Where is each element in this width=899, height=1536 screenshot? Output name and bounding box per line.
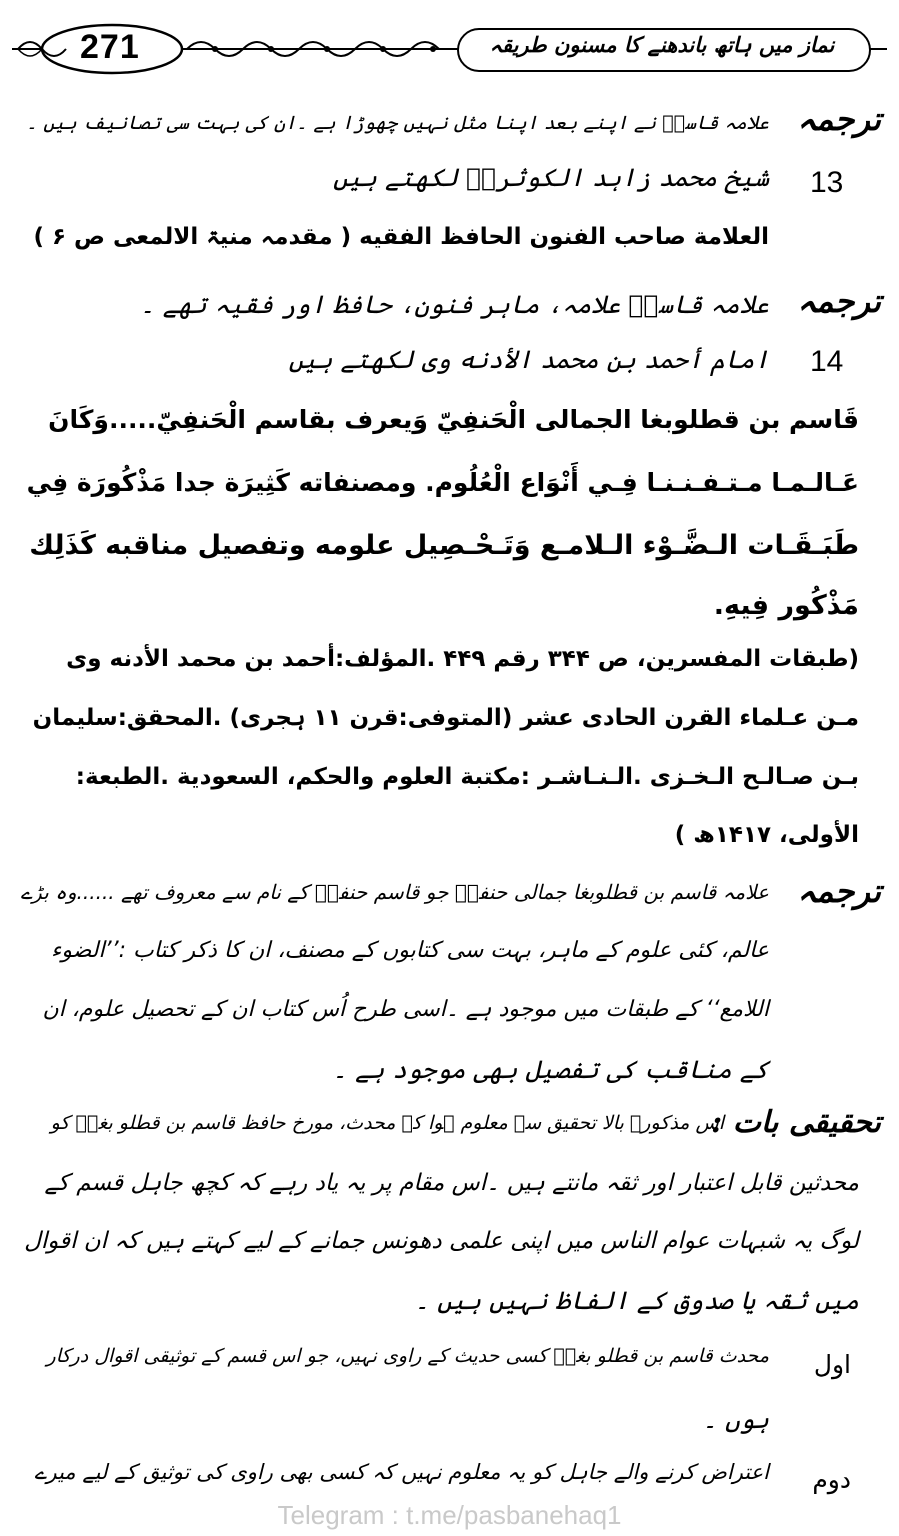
header-title: نماز میں ہاتھ باندھنے کا مسنون طریقہ: [489, 32, 835, 57]
reference-line: بـن صـالـح الـخـزی .الـنـاشـر :مكتبة العلوم والحكم، السعودية .الطبعة:: [75, 764, 859, 790]
label-tarjuma: ترجمہ: [797, 100, 881, 138]
reference-line: مـن عـلماء القرن الحادی عشر (المتوفی:قرن ۱۱ ہجری) .المحقق:سليمان: [32, 705, 859, 731]
tahqiq-line: میں ثقہ یا صدوق کے الفاظ نہیں ہیں ۔: [414, 1286, 859, 1315]
arabic-line: طَبَـقَـات الـضَّـوْء الـلامـع وَتَـحْـصِيل علومه وتفصيل مناقبه كَذَلِك: [29, 530, 859, 561]
awwal-line: محدث قاسم بن قطلو بغاؒ کسی حدیث کے راوی نہیں، جو اس قسم کے توثیقی اقوال درکار: [46, 1345, 769, 1367]
tahqiq-line: لوگ یہ شبہات عوام الناس میں اپنی علمی دھونس جمانے کے لیے کہتے ہیں کہ ان اقوال: [24, 1228, 859, 1254]
reference-line: (طبقات المفسرين، ص ۳۴۴ رقم ۴۴۹ .المؤلف:أحمد بن محمد الأدنه وی: [66, 646, 859, 672]
section13-translation: علامہ قاسمؒ علامہ، ماہر فنون، حافظ اور فقیہ تھے ۔: [140, 290, 769, 319]
label-tarjuma: ترجمہ: [797, 282, 881, 320]
item-number-13: 13: [810, 166, 844, 199]
page-number: 271: [80, 28, 140, 66]
translation-line: علامہ قاسمؒ نے اپنے بعد اپنا مثل نہیں چھوڑا ہے ۔ان کی بہت سی تصانیف ہیں ۔: [26, 112, 769, 134]
page-header: [12, 20, 887, 78]
doam-line: اعتراض کرنے والے جاہل کو یہ معلوم نہیں کہ کسی بھی راوی کی توثیق کے لیے میرے: [34, 1460, 769, 1484]
arabic-line: قَاسم بن قطلوبغا الجمالى الْحَنفِيّ وَيعرف بقاسم الْحَنفِيّ.....وَكَانَ: [48, 405, 859, 434]
label-tarjuma: ترجمہ: [797, 872, 881, 910]
section13-arabic: العلامة صاحب الفنون الحافظ الفقيه ( مقدمہ منیۃ الالمعی ص ۶ ): [33, 224, 769, 250]
label-doam: دوم: [812, 1465, 851, 1494]
tahqiq-line: محدثین قابل اعتبار اور ثقہ مانتے ہیں ۔اس مقام پر یہ یاد رہے کہ کچھ جاہل قسم کے: [44, 1170, 859, 1196]
telegram-watermark: Telegram : t.me/pasbanehaq1: [277, 1500, 622, 1530]
section14-translation-line: عالم، کئی علوم کے ماہر، بہت سی کتابوں کے مصنف، ان کا ذکر کتاب :’’الضوء: [51, 938, 769, 963]
reference-line: الأولى، ۱۴۱۷ھ ): [674, 822, 859, 848]
arabic-line: مَذْكُور فِيهِ.: [713, 590, 859, 621]
label-awwal: اول: [813, 1350, 851, 1379]
section14-translation-line: کے مناقب کی تفصیل بھی موجود ہے ۔: [332, 1055, 769, 1084]
section14-translation-line: اللامع‘‘ کے طبقات میں موجود ہے ۔اسی طرح اُس کتاب ان کے تحصیل علوم، ان: [42, 997, 769, 1022]
section14-translation-line: علامہ قاسم بن قطلوبغا جمالی حنفیؒ جو قاسم حنفیؒ کے نام سے معروف تھے ......وہ بڑے: [20, 880, 769, 904]
label-tahqiqi-baat: تحقیقی بات :: [711, 1105, 881, 1140]
section13-heading: شیخ محمد زاہد الکوثریؒ لکھتے ہیں: [333, 163, 769, 192]
section14-heading: امام أحمد بن محمد الأدنه وی لکھتے ہیں: [288, 345, 769, 374]
item-number-14: 14: [810, 345, 844, 378]
tahqiq-line: اس مذکورہ بالا تحقیق سے معلوم ہوا کہ محدث، مورخ حافظ قاسم بن قطلو بغاؒ کو: [50, 1112, 724, 1134]
arabic-line: عَـالـمـا مـتـفـنـنـا فِـي أَنْوَاع الْعُلُوم. ومصنفاته كَثِيرَة جدا مَذْكُورَة فِي: [26, 468, 859, 497]
awwal-line: ہوں ۔: [702, 1405, 769, 1434]
